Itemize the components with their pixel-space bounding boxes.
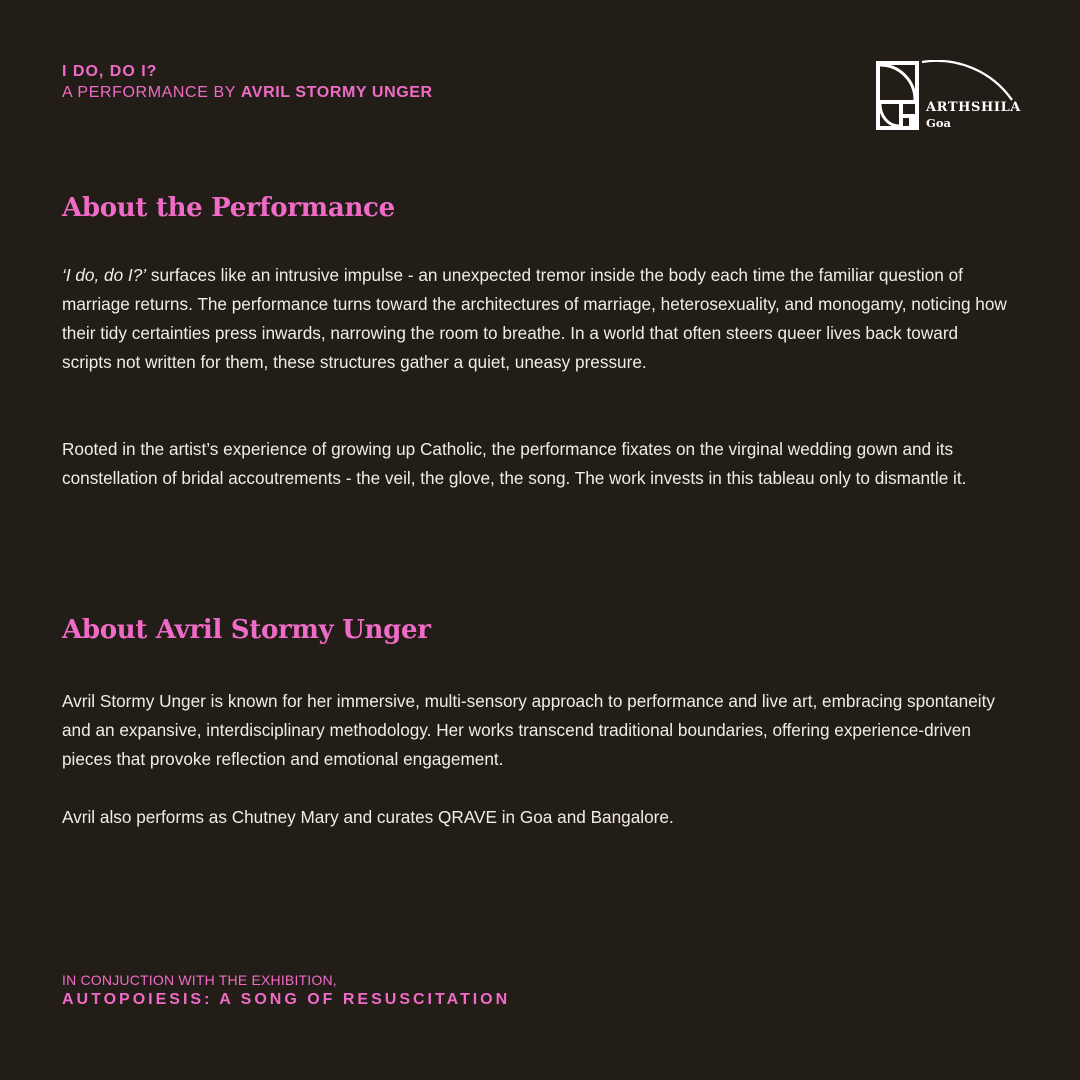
performance-paragraph-1: [62, 261, 1012, 377]
header: [62, 61, 433, 103]
about-artist-heading: About Avril Stormy Unger: [62, 615, 431, 645]
performance-paragraph-2: Rooted in the artist’s experience of growing up Catholic, the performance fixates on the virginal wedding gown and its constellation of bridal accoutrements - the veil, the glove, the song. The work invests in this tableau only to dismantle it.: [62, 439, 967, 488]
footer: [62, 971, 510, 1011]
performance-title-quote: ‘I do, do I?’: [62, 265, 147, 285]
artist-paragraph-1: Avril Stormy Unger is known for her immersive, multi-sensory approach to performance and live art, embracing spontaneity and an expansive, interdisciplinary methodology. Her works transcend traditional boundaries, offering experience-driven pieces that provoke reflection and emotional engagement.: [62, 691, 995, 769]
exhibition-intro: IN CONJUCTION WITH THE EXHIBITION,: [62, 972, 337, 988]
performance-title: I DO, DO I?: [62, 63, 158, 80]
subtitle-artist-name: AVRIL STORMY UNGER: [240, 84, 433, 101]
logo-brand-name: ARTHSHILA: [926, 100, 1021, 115]
exhibition-title: AUTOPOIESIS: A SONG OF RESUSCITATION: [62, 991, 511, 1008]
arthshila-logo: [876, 60, 1021, 132]
subtitle-prefix: A PERFORMANCE BY: [62, 84, 241, 101]
logo-city: Goa: [926, 116, 951, 130]
performance-paragraph-1-text: surfaces like an intrusive impulse - an unexpected tremor inside the body each time the familiar question of marriage returns. The performance turns toward the architectures of marriage, heterosexuality, and monogamy, noticing how their tidy certainties press inwards, narrowing the room to breathe. In a world that often steers queer lives back toward scripts not written for them, these structures gather a quiet, uneasy pressure.: [62, 265, 1007, 372]
performance-subtitle: [62, 82, 433, 103]
artist-paragraph-2: Avril also performs as Chutney Mary and curates QRAVE in Goa and Bangalore.: [62, 807, 674, 827]
about-performance-heading: About the Performance: [62, 193, 395, 223]
